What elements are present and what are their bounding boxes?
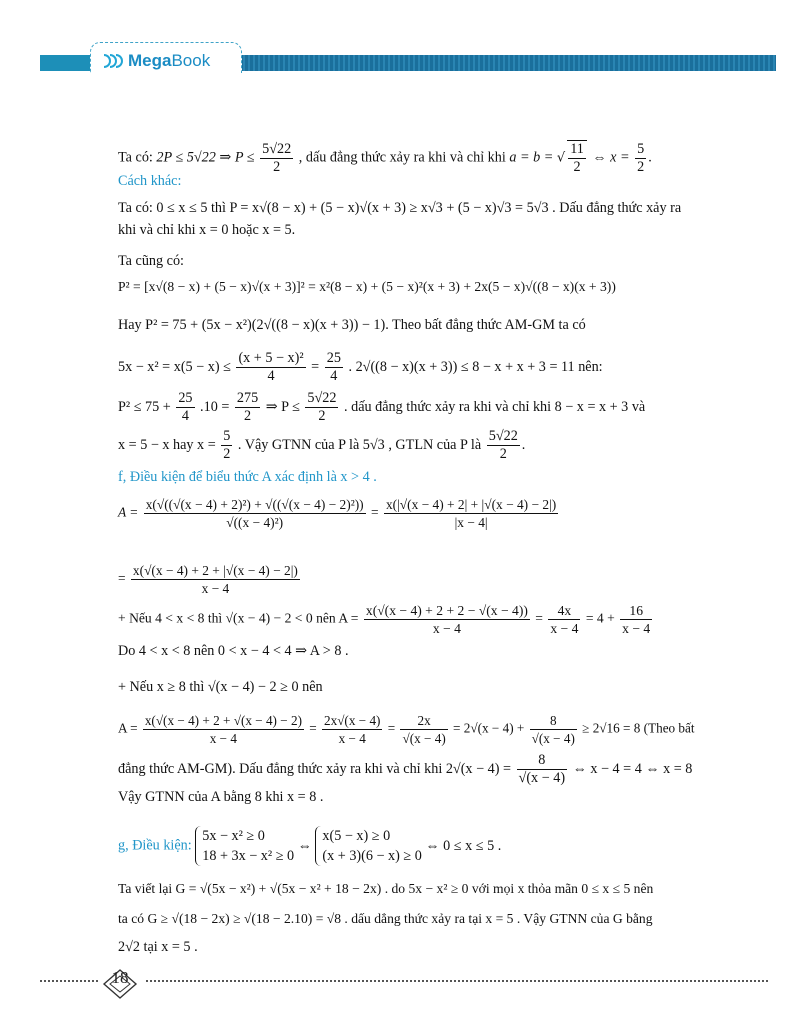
text-line-4: khi và chỉ khi x = 0 hoặc x = 5. bbox=[118, 222, 296, 238]
text-line-5: Ta cũng có: bbox=[118, 253, 184, 269]
system-2: x(5 − x) ≥ 0 (x + 3)(6 − x) ≥ 0 bbox=[315, 826, 421, 866]
megabook-logo bbox=[104, 50, 210, 72]
fraction: $\frac{x(√(x - 4) + 2 + √(x - 4) - 2)}{x - 4}$ bbox=[144, 713, 302, 746]
text-line-9: P² ≤ 75 + $\frac{25}{4}$ .10 = $\frac{275}{2}$ ⇒ P ≤ $\frac{5√22}{2}$ . dấu đẳng thức xảy ra khi và chỉ khi 8 − x = x + 3 và bbox=[118, 390, 646, 424]
brand-mega: Mega bbox=[128, 51, 172, 70]
math: a = b = bbox=[509, 149, 554, 166]
fraction: $\frac{4x}{x - 4}$ bbox=[550, 603, 579, 636]
text-line-6: P² = [x√(8 − x) + (5 − x)√(x + 3)]² = x²(8 − x) + (5 − x)²(x + 3) + 2x(5 − x)√((8 − x)(x + 3)) bbox=[118, 279, 616, 294]
fraction: $\frac{275}{2}$ bbox=[236, 390, 259, 424]
text-line-8: 5x − x² = x(5 − x) ≤ $\frac{\text{(x + 5 − x)²}}{4}$ = $\frac{25}{4}$ . 2√((8 − x)(x + 3)) ≤ 8 − x + x + 3 = 11 nên: bbox=[118, 350, 603, 384]
megabook-logo-icon bbox=[104, 54, 124, 68]
fraction: $\frac{25}{4}$ bbox=[178, 390, 193, 424]
f-case-2-formula: A = $\frac{x(√(x - 4) + 2 + √(x - 4) - 2)}{x - 4}$ = $\frac{2x√(x - 4)}{x - 4}$ = $\frac{2x}{√(x - 4)}$ = 2√(x − 4) + $\frac{8}{√(x - 4)}$ ≥ 2√16 = 8 (Theo bất bbox=[118, 713, 695, 746]
f-case-1: + Nếu 4 < x < 8 thì √(x − 4) − 2 < 0 nên A = $\frac{x(√(x - 4) + 2 + 2 - √(x - 4))}{x - 4}$ = $\frac{4x}{x - 4}$ = 4 + $\frac{16}{x - 4}$ bbox=[118, 603, 651, 636]
section-g-conditions: g, Điều kiện: 5x − x² ≥ 0 18 + 3x − x² ≥ 0 ⇔ x(5 − x) ≥ 0 (x + 3)(6 − x) ≥ 0 ⇔ 0 ≤ x ≤ 5 . bbox=[118, 828, 502, 864]
fraction: $\frac{5}{2}$ bbox=[637, 140, 645, 175]
text-line-1: Ta có: 2P ≤ 5√22 ⇒ P ≤ $\frac{5√22}{2}$ , dấu đẳng thức xảy ra khi và chỉ khi a = b = √ $\frac{11}{2}$ ⇔ x = $\frac{5}{2}$ . bbox=[118, 140, 652, 175]
fraction: $\frac{\text{x(√((√(x − 4) + 2)²) + √((√(x − 4) − 2)²))}}{\text{√((x − 4)²)}}$ bbox=[145, 497, 364, 530]
math: ⇔ x = bbox=[592, 149, 630, 166]
fraction: $\frac{8}{√(x - 4)}$ bbox=[518, 752, 566, 786]
fraction: $\frac{x(|√(x - 4) + 2| + |√(x - 4) - 2|)}{|x - 4|}$ bbox=[385, 497, 557, 530]
f-do-line: Do 4 < x < 8 nên 0 < x − 4 < 4 ⇒ A > 8 . bbox=[118, 643, 349, 659]
fraction: $\frac{x(√(x - 4) + 2 + |√(x - 4) - 2|)}{x - 4}$ bbox=[132, 563, 298, 596]
sqrt-fraction: $\frac{11}{2}$ bbox=[567, 140, 587, 176]
fraction: $\frac{5√22}{2}$ bbox=[262, 140, 292, 175]
fraction: $\frac{2x√(x - 4)}{x - 4}$ bbox=[324, 713, 381, 746]
math: 2P ≤ 5√22 ⇒ P ≤ bbox=[156, 149, 255, 166]
fraction: $\frac{\text{(x + 5 − x)²}}{4}$ bbox=[238, 350, 304, 384]
section-f-title: f, Điều kiện để biểu thức A xác định là x > 4 . bbox=[118, 469, 377, 485]
fraction: $\frac{16}{x - 4}$ bbox=[622, 603, 651, 636]
g-line-2: Ta viết lại G = √(5x − x²) + √(5x − x² + 18 − 2x) . do 5x − x² ≥ 0 với mọi x thỏa mãn 0 ≤ x ≤ 5 nên bbox=[118, 881, 654, 896]
header-band-right bbox=[240, 55, 776, 71]
fraction: $\frac{5√22}{2}$ bbox=[488, 428, 518, 462]
footer-dots-left bbox=[40, 980, 98, 982]
brand-book: Book bbox=[171, 51, 211, 70]
text: Ta có: bbox=[118, 149, 157, 166]
system-1: 5x − x² ≥ 0 18 + 3x − x² ≥ 0 bbox=[195, 826, 294, 866]
text-line-7: Hay P² = 75 + (5x − x²)(2√((8 − x)(x + 3)) − 1). Theo bất đẳng thức AM-GM ta có bbox=[118, 317, 586, 333]
fraction: $\frac{5√22}{2}$ bbox=[307, 390, 337, 424]
text-line-10: x = 5 − x hay x = $\frac{5}{2}$ . Vậy GTNN của P là 5√3 , GTLN của P là $\frac{5√22}{2}$ . bbox=[118, 428, 526, 462]
f-A-definition: A = $\frac{\text{x(√((√(x − 4) + 2)²) + √((√(x − 4) − 2)²))}}{\text{√((x − 4)²)}}$ = $\frac{x(|√(x - 4) + 2| + |√(x - 4) - 2|)}{|x - 4|}$ bbox=[118, 497, 557, 530]
fraction: $\frac{25}{4}$ bbox=[326, 350, 341, 384]
g-line-3: ta có G ≥ √(18 − 2x) ≥ √(18 − 2.10) = √8 . dấu dẳng thức xảy ra tại x = 5 . Vậy GTNN của G bằng bbox=[118, 911, 653, 926]
alt-method-title: Cách khác: bbox=[118, 173, 182, 189]
footer-dots-right bbox=[146, 980, 768, 982]
fraction: $\frac{8}{√(x - 4)}$ bbox=[531, 713, 575, 746]
f-A-simplified: = $\frac{x(√(x - 4) + 2 + |√(x - 4) - 2|)}{x - 4}$ bbox=[118, 563, 298, 596]
f-case-2: + Nếu x ≥ 8 thì √(x − 4) − 2 ≥ 0 nên bbox=[118, 679, 323, 695]
f-amgm-line: đẳng thức AM-GM). Dấu đẳng thức xảy ra khi và chỉ khi 2√(x − 4) = $\frac{8}{√(x - 4)}$ ⇔ x − 4 = 4 ⇔ x = 8 bbox=[118, 752, 693, 786]
page-number: 18 bbox=[111, 968, 129, 987]
fraction: $\frac{2x}{√(x - 4)}$ bbox=[402, 713, 446, 746]
f-conclusion: Vậy GTNN của A bằng 8 khi x = 8 . bbox=[118, 789, 324, 805]
text: , dấu đẳng thức xảy ra khi và chỉ khi bbox=[298, 149, 510, 166]
text-line-3: Ta có: 0 ≤ x ≤ 5 thì P = x√(8 − x) + (5 − x)√(x + 3) ≥ x√3 + (5 − x)√3 = 5√3 . Dấu đẳng thức xảy ra bbox=[118, 200, 682, 216]
fraction: $\frac{x(√(x - 4) + 2 + 2 - √(x - 4))}{x - 4}$ bbox=[365, 603, 528, 636]
g-line-4: 2√2 tại x = 5 . bbox=[118, 939, 198, 955]
fraction: $\frac{5}{2}$ bbox=[223, 428, 231, 462]
